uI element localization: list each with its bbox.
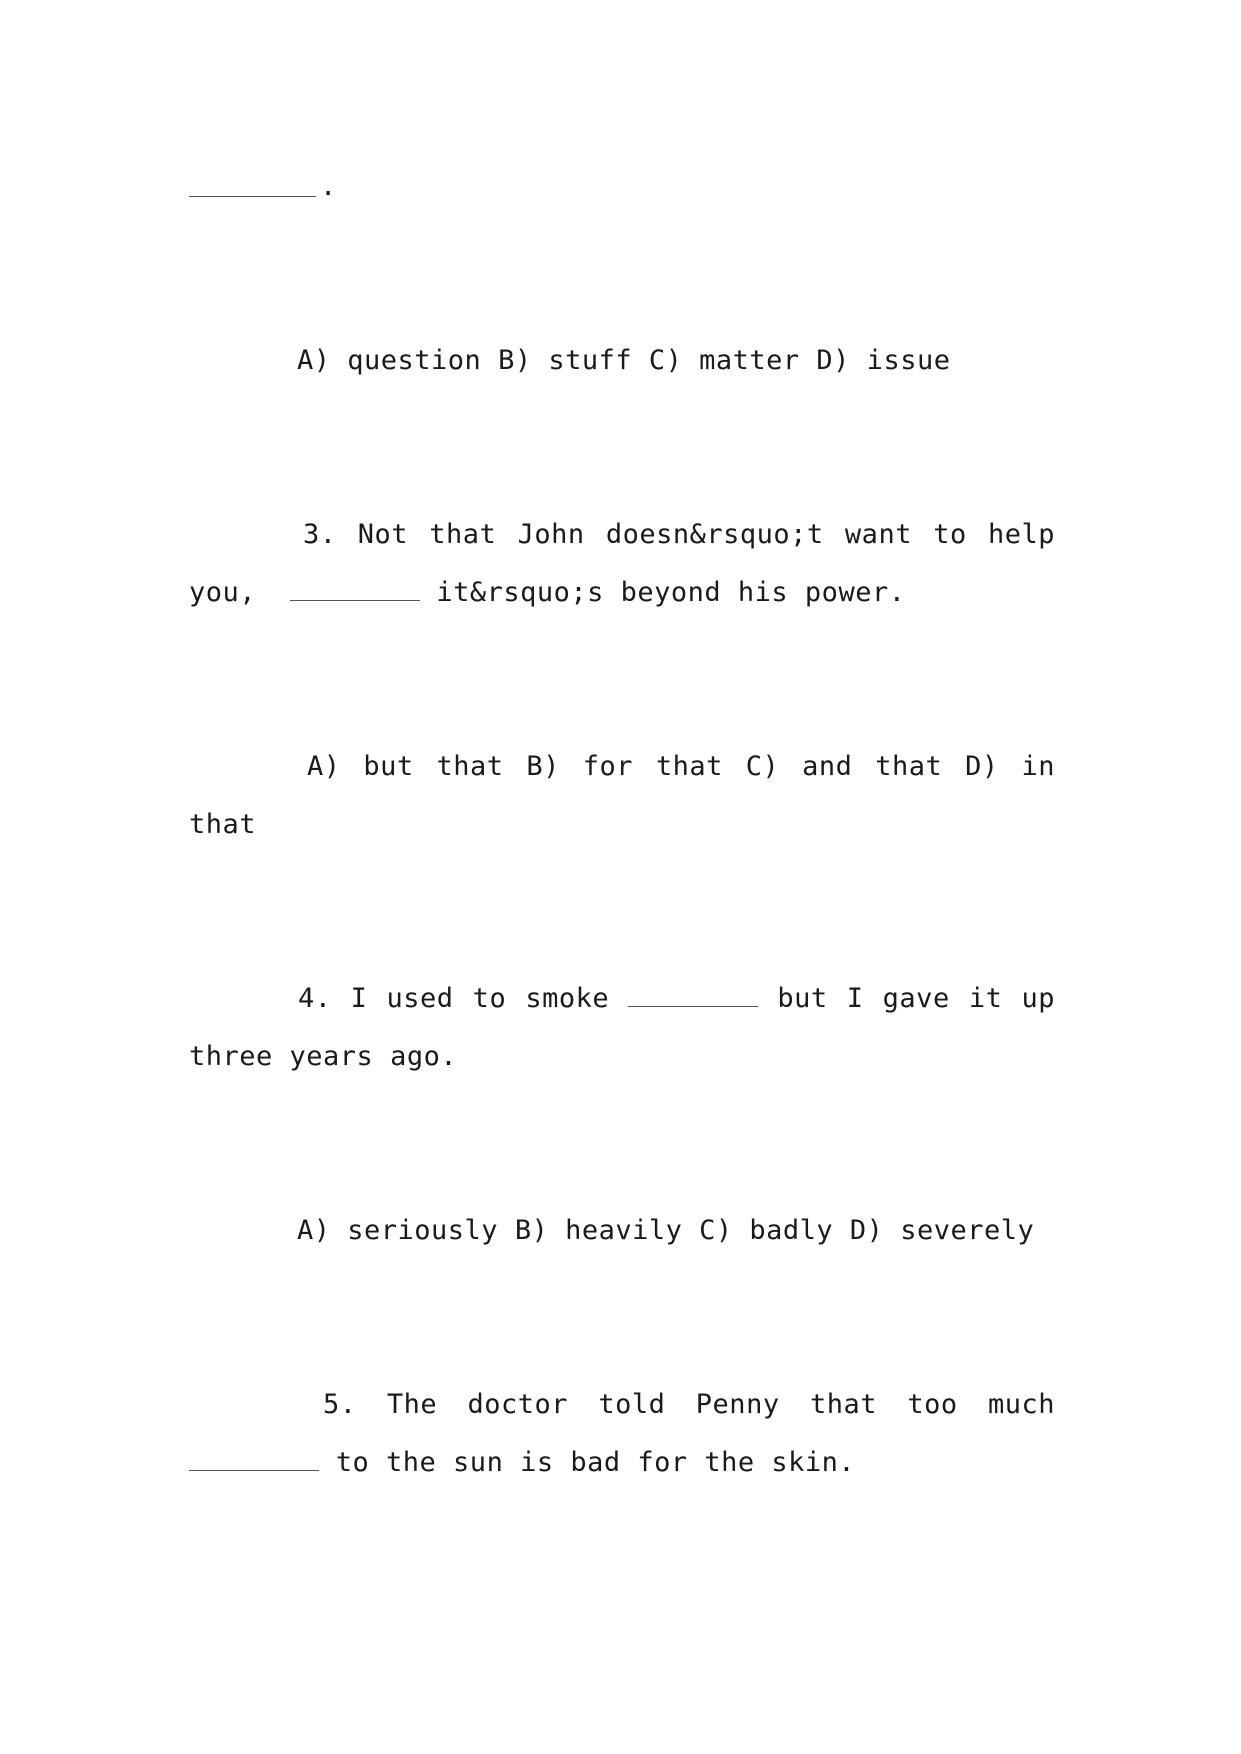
question-4-text-post: but I gave it up xyxy=(777,983,1055,1014)
answer-blank xyxy=(189,1448,319,1471)
answer-blank xyxy=(290,578,420,601)
question-5-line-1: 5. The doctor told Penny that too much xyxy=(323,1389,1055,1420)
question-3-text-pre: you, xyxy=(189,577,257,608)
answer-blank xyxy=(189,196,316,197)
question-4-line-2: three years ago. xyxy=(189,1041,458,1072)
question-4-text-pre: 4. I used to smoke xyxy=(298,983,610,1014)
question-3-line-2 xyxy=(189,576,905,610)
question-3-options-line-2: that xyxy=(189,809,257,840)
answer-blank xyxy=(628,984,758,1007)
question-5-line-2 xyxy=(189,1446,855,1480)
question-3-line-1: 3. Not that John doesn&rsquo;t want to help xyxy=(303,519,1055,550)
question-3-text-post: it&rsquo;s beyond his power. xyxy=(436,577,906,608)
question-4-line-1 xyxy=(298,982,1055,1016)
question-5-text-post: to the sun is bad for the skin. xyxy=(335,1447,856,1478)
question-4-options: A) seriously B) heavily C) badly D) severely xyxy=(297,1215,1035,1246)
question-2-options: A) question B) stuff C) matter D) issue xyxy=(297,345,951,376)
sentence-end-period: . xyxy=(320,171,337,202)
question-3-options-line-1: A) but that B) for that C) and that D) in xyxy=(307,751,1055,782)
